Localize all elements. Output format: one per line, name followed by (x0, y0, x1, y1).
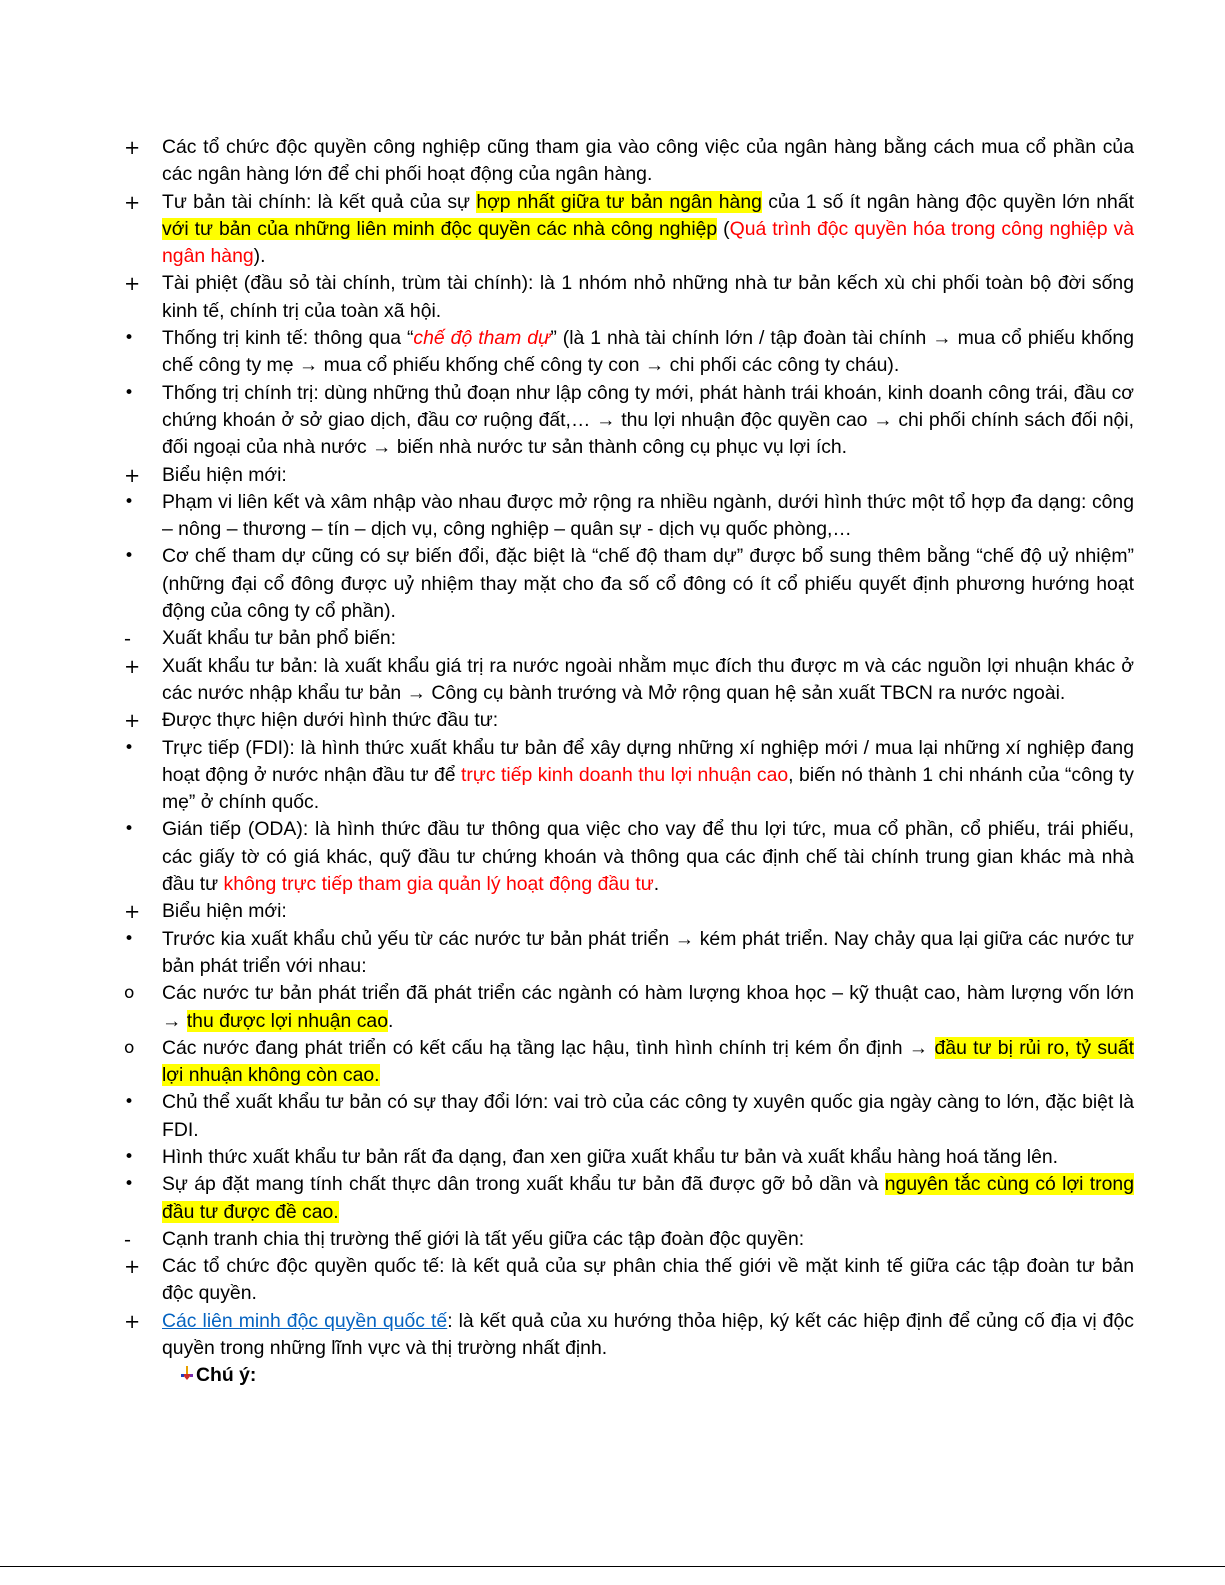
list-item (118, 1308, 1134, 1363)
list-marker: + (124, 1309, 141, 1333)
list-item (118, 462, 1134, 489)
list-item-text (162, 464, 287, 486)
text-run: Hình thức xuất khẩu tư bản rất đa dạng, đan xen giữa xuất khẩu tư bản và xuất khẩu hàng hoá tăng lên. (162, 1145, 1059, 1168)
list-item (118, 1171, 1134, 1226)
list-item (118, 1035, 1134, 1090)
list-item-text (162, 1091, 1134, 1140)
highlighted-text: thu được lợi nhuận cao (186, 1009, 388, 1032)
text-run: Sự áp đặt mang tính chất thực dân trong xuất khẩu tư bản đã được gỡ bỏ dần và (162, 1173, 885, 1196)
list-item-text (162, 982, 1134, 1031)
text-run: của 1 số ít ngân hàng độc quyền lớn nhất (761, 190, 1135, 213)
list-item (118, 1253, 1134, 1308)
text-run: Xuất khẩu tư bản: là xuất khẩu giá trị ra nước ngoài nhằm mục đích thu được m và các nguồn lợi nhuận khác ở các nước nhập khẩu tư bản → Công cụ bành trướng và Mở rộng quan hệ sản xuất TBCN ra nước ngoài. (162, 654, 1134, 704)
emphasis-text: trực tiếp kinh doanh thu lợi nhuận cao (461, 763, 789, 786)
text-run: . (653, 873, 660, 896)
list-marker: + (124, 190, 141, 214)
text-run: Trước kia xuất khẩu chủ yếu từ các nước tư bản phát triển → kém phát triển. Nay chảy qua lại giữa các nước tư bản phát triển với nhau: (162, 927, 1134, 977)
list-item (118, 1089, 1134, 1144)
list-item-text (162, 737, 1134, 814)
highlighted-text: nguyên tắc cùng có lợi trong đầu tư được đề cao. (162, 1173, 1134, 1223)
text-run: Thống trị chính trị: dùng những thủ đoạn như lập công ty mới, phát hành trái khoán, kinh doanh công trái, đầu cơ chứng khoán ở sở giao dịch, đầu cơ ruộng đất,… → thu lợi nhuận độc quyền cao → chi phối chính sách đối nội, đối ngoại của nhà nước → biến nhà nước tư sản thành công cụ phục vụ lợi ích. (162, 381, 1134, 459)
list-item-text (162, 1173, 1134, 1222)
text-run: Cơ chế tham dự cũng có sự biến đổi, đặc biệt là “chế độ tham dự” được bổ sung thêm bằng “chế độ uỷ nhiệm” (những đại cổ đông được uỷ nhiệm thay mặt cho đa số cổ đông có ít cổ phiếu quyết định phương hướng hoạt động của công ty cổ phần). (162, 545, 1134, 623)
text-run: ( (717, 217, 730, 240)
list-item (118, 543, 1134, 625)
list-item (118, 625, 1134, 652)
list-marker: • (124, 546, 135, 567)
list-item (118, 1226, 1134, 1253)
list-marker: • (124, 1092, 135, 1113)
list-item-text (162, 1037, 1134, 1086)
list-item (118, 134, 1134, 189)
text-run: Các nước đang phát triển có kết cấu hạ tầng lạc hậu, tình hình chính trị kém ổn định → (162, 1036, 935, 1059)
text-run: Phạm vi liên kết và xâm nhập vào nhau được mở rộng ra nhiều ngành, dưới hình thức một tổ hợp đa dạng: công – nông – thương – tín – dịch vụ, công nghiệp – quân sự - dịch vụ quốc phòng,… (162, 490, 1134, 541)
link-text[interactable]: Các liên minh độc quyền quốc tế (162, 1309, 448, 1332)
text-run: Tài phiệt (đầu sỏ tài chính, trùm tài chính): là 1 nhóm nhỏ những nhà tư bản kếch xù chi phối toàn bộ đời sống kinh tế, chính trị của toàn xã hội. (162, 272, 1134, 322)
list-marker: + (124, 1255, 141, 1279)
text-run: , biến nó thành 1 chi nhánh của “công ty mẹ” ở chính quốc. (162, 763, 1134, 814)
list-marker: - (124, 627, 131, 651)
list-item-text (162, 327, 1134, 376)
list-item (118, 898, 1134, 925)
list-item-text (162, 1228, 804, 1250)
list-item-text (162, 136, 1134, 185)
highlighted-text: với tư bản của những liên minh độc quyền các nhà công nghiệp (162, 217, 718, 240)
list-marker: o (124, 1037, 135, 1058)
list-marker: • (124, 382, 135, 403)
list-item-text (162, 928, 1134, 977)
list-item-text (162, 191, 1134, 268)
list-item-text (162, 818, 1134, 895)
page-bottom-rule (0, 1566, 1225, 1567)
text-run: Tư bản tài chính: là kết quả của sự (162, 190, 477, 213)
list-item-text (162, 709, 498, 731)
list-item-text (162, 491, 1134, 540)
list-marker: • (124, 928, 135, 949)
note-label: Chú ý: (196, 1364, 257, 1387)
emphasis-text: chế độ tham dự (413, 327, 551, 350)
list-marker: o (124, 983, 135, 1004)
text-run: Chủ thể xuất khẩu tư bản có sự thay đổi lớn: vai trò của các công ty xuyên quốc gia ngày càng to lớn, đặc biệt là FDI. (162, 1091, 1134, 1141)
list-item (118, 707, 1134, 734)
list-item (118, 189, 1134, 271)
list-item-text (162, 382, 1134, 459)
list-item-text (162, 1310, 1134, 1359)
list-item (118, 926, 1134, 981)
text-run: Các nước tư bản phát triển đã phát triển các ngành có hàm lượng khoa học – kỹ thuật cao, hàm lượng vốn lớn → (162, 982, 1134, 1032)
text-run: ). (253, 245, 266, 268)
text-run: Biểu hiện mới: (162, 900, 287, 923)
list-item (118, 325, 1134, 380)
list-item (118, 653, 1134, 708)
list-item (118, 980, 1134, 1035)
highlighted-text: hợp nhất giữa tư bản ngân hàng (476, 190, 762, 213)
list-marker: • (124, 737, 135, 758)
list-item (118, 816, 1134, 898)
list-marker: • (124, 1146, 135, 1167)
text-run: Thống trị kinh tế: thông qua “ (162, 327, 414, 350)
highlighted-text: đầu tư bị rủi ro, tỷ suất lợi nhuận không còn cao. (162, 1036, 1134, 1087)
list-marker: + (124, 654, 141, 678)
text-run: Các tổ chức độc quyền quốc tế: là kết quả của sự phân chia thế giới về mặt kinh tế giữa các tập đoàn tư bản độc quyền. (162, 1255, 1134, 1305)
text-run: Cạnh tranh chia thị trường thế giới là tất yếu giữa các tập đoàn độc quyền: (162, 1227, 805, 1250)
list-item-text (162, 900, 287, 922)
list-marker: + (124, 900, 141, 924)
list-marker: • (124, 491, 135, 512)
note-heading (118, 1362, 1134, 1389)
emphasis-text: Quá trình độc quyền hóa trong công nghiệp và ngân hàng (162, 217, 1134, 268)
list-item (118, 270, 1134, 325)
document-body (118, 134, 1134, 1390)
list-marker: + (124, 136, 141, 159)
list-item-text (162, 1255, 1134, 1304)
arrow-marker-icon (180, 1362, 196, 1389)
emphasis-text: không trực tiếp tham gia quản lý hoạt động đầu tư (223, 873, 654, 896)
text-run: . (387, 1009, 394, 1032)
list-item-text (162, 655, 1134, 704)
text-run: : là kết quả của xu hướng thỏa hiệp, ký kết các hiệp định để củng cố địa vị độc quyền trong những lĩnh vực và thị trường nhất định. (162, 1309, 1134, 1360)
text-run: Các tổ chức độc quyền công nghiệp cũng tham gia vào công việc của ngân hàng bằng cách mua cổ phần của các ngân hàng lớn để chi phối hoạt động của ngân hàng. (162, 136, 1134, 186)
list-item-text (162, 545, 1134, 622)
list-marker: • (124, 819, 135, 840)
list-item (118, 1144, 1134, 1171)
text-run: ” (là 1 nhà tài chính lớn / tập đoàn tài chính → mua cổ phiếu khống chế công ty mẹ → mua cổ phiếu khống chế công ty con → chi phối các công ty cháu). (162, 327, 1135, 377)
list-marker: • (124, 328, 135, 349)
list-item-text (162, 1146, 1058, 1168)
list-marker: + (124, 272, 141, 296)
text-run: Được thực hiện dưới hình thức đầu tư: (162, 709, 499, 732)
text-run: Xuất khẩu tư bản phổ biến: (162, 627, 396, 650)
list-marker: • (124, 1174, 135, 1195)
list-item (118, 735, 1134, 817)
list-marker: + (124, 709, 141, 733)
list-item (118, 489, 1134, 544)
list-marker: + (124, 463, 141, 487)
list-item-text (162, 627, 396, 649)
text-run: Trực tiếp (FDI): là hình thức xuất khẩu tư bản để xây dựng những xí nghiệp mới / mua lại những xí nghiệp đang hoạt động ở nước nhận đầu tư để (162, 736, 1134, 786)
list-item (118, 380, 1134, 462)
text-run: Biểu hiện mới: (162, 463, 287, 486)
text-run: Gián tiếp (ODA): là hình thức đầu tư thông qua việc cho vay để thu lợi tức, mua cổ phần, cổ phiếu, trái phiếu, các giấy tờ có giá khác, quỹ đầu tư chứng khoán và thông qua các định chế tài chính trung gian khác mà nhà đầu tư (162, 818, 1134, 896)
list-item-text (162, 272, 1134, 321)
list-marker: - (124, 1227, 131, 1251)
